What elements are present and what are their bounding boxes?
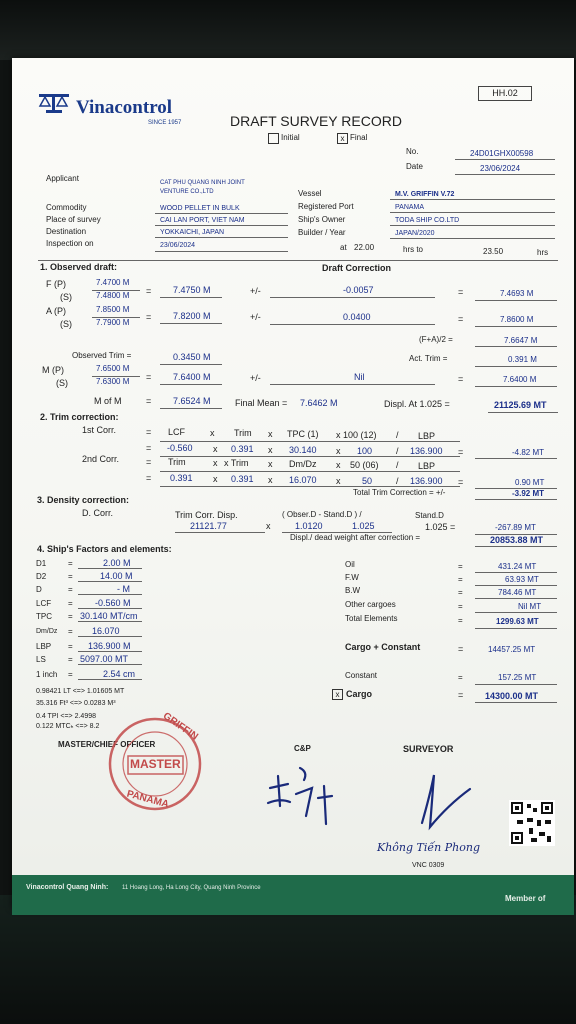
as-label: (S) [60, 319, 72, 329]
cnp-signature [260, 758, 340, 830]
eq-sign: = [146, 312, 152, 322]
brand-since: SINCE 1957 [148, 120, 182, 126]
fw-label: F.W [345, 573, 359, 582]
total-elements-label: Total Elements [345, 614, 398, 623]
actual-trim-value: 0.391 M [508, 355, 537, 364]
constant-label: Constant [345, 671, 378, 680]
dmdz-value: 16.070 [92, 626, 120, 636]
builder-label: Builder / Year [298, 228, 346, 237]
final-checkbox: x [337, 133, 348, 144]
cnp-label: C&P [294, 744, 311, 753]
hdr2-dmdz: Dm/Dz [289, 459, 317, 469]
slash: / [396, 476, 399, 486]
at-value: 22.00 [354, 243, 375, 252]
fore-correction: -0.0057 [343, 285, 374, 295]
total-elements-value: 1299.63 MT [496, 617, 539, 626]
eq-sign: = [68, 670, 73, 679]
hdr2-lbp: LBP [418, 461, 436, 471]
eq-sign: = [458, 287, 464, 297]
logo-icon [36, 92, 72, 114]
trim-corr-disp-label: Trim Corr. Disp. [175, 510, 238, 520]
other-cargoes-label: Other cargoes [345, 600, 396, 609]
times: x [213, 458, 218, 468]
eq-sign: = [458, 477, 464, 487]
cargo-constant-label: Cargo + Constant [345, 642, 421, 652]
eq-sign: = [146, 427, 152, 437]
vessel-value: M.V. GRIFFIN V.72 [395, 191, 455, 198]
cargo-checkbox: x [332, 689, 343, 700]
mid-result: 7.6400 M [503, 375, 537, 384]
mom-label: M of M [94, 396, 122, 406]
conversion-tpi: 0.4 TPI <=> 2.4998 [36, 713, 97, 720]
displ-after-value: 20853.88 MT [490, 535, 544, 545]
lbp-value: 136.900 M [88, 641, 131, 651]
owner-label: Ship's Owner [298, 215, 346, 224]
times: x [268, 429, 273, 439]
inch-value: 2.54 cm [103, 669, 136, 679]
fa2-value: 7.6647 M [504, 336, 538, 345]
date-value: 23/06/2024 [480, 164, 521, 173]
eq-sign: = [68, 585, 73, 594]
mom-value: 7.6524 M [173, 396, 211, 406]
observed-trim-label: Observed Trim = [72, 351, 132, 360]
fs-value: 7.4800 M [96, 291, 130, 300]
stamp-ship-text: GRIFFIN [160, 710, 200, 743]
regport-value: PANAMA [395, 204, 425, 211]
r1-trim: 0.391 [231, 444, 254, 454]
eq-sign: = [458, 562, 463, 571]
times: x [336, 446, 341, 456]
applicant-label: Applicant [46, 174, 79, 183]
r1-lcf: -0.560 [167, 443, 193, 453]
times: x [213, 474, 218, 484]
cargo-label: Cargo [346, 689, 373, 699]
bw-label: B.W [345, 586, 361, 595]
stamp-master-text: MASTER [130, 757, 181, 771]
footer-address: 11 Hoang Long, Ha Long City, Quang Ninh Province [122, 885, 261, 891]
eq-sign: = [68, 612, 73, 621]
eq-sign: = [146, 473, 152, 483]
stamp-country-text: PANAMA [125, 788, 170, 811]
r2-50: 50 [362, 476, 373, 486]
d-value: - M [117, 584, 130, 594]
commodity-label: Commodity [46, 203, 87, 212]
conversion-mtc: 0.122 MTCₕ <=> 8.2 [36, 723, 100, 730]
fore-result: 7.4693 M [500, 289, 534, 298]
ms-label: (S) [56, 378, 68, 388]
draft-correction-title: Draft Correction [322, 263, 392, 273]
eq-sign: = [146, 286, 152, 296]
d2-value: 14.00 M [100, 571, 133, 581]
eq-sign: = [68, 642, 73, 651]
ap-value: 7.8500 M [96, 305, 130, 314]
r2-trim2: 0.391 [231, 474, 254, 484]
master-label: MASTER/CHIEF OFFICER [58, 740, 156, 749]
hdr2-50: 50 (06) [350, 460, 379, 470]
cargo-constant-value: 14457.25 MT [488, 645, 536, 654]
fa2-label: (F+A)/2 = [419, 335, 453, 344]
times: x [266, 521, 271, 531]
final-mean-value: 7.6462 M [300, 398, 338, 408]
fp-label: F (P) [46, 279, 66, 289]
lbp-label: LBP [36, 642, 52, 651]
aft-correction: 0.0400 [343, 312, 371, 322]
trim-corr-disp-value: 21121.77 [190, 521, 227, 531]
pm-sign: +/- [250, 373, 261, 383]
d1-value: 2.00 M [103, 558, 131, 568]
builder-value: JAPAN/2020 [395, 230, 435, 237]
eq-sign: = [458, 575, 463, 584]
standard-density: 1.025 [352, 521, 375, 531]
place-label: Place of survey [46, 215, 101, 224]
section-2-title: 2. Trim correction: [40, 412, 119, 422]
tpc-value: 30.140 MT/cm [80, 611, 138, 621]
density-corr-label: D. Corr. [82, 508, 114, 518]
times: x [268, 459, 273, 469]
total-trim-value: -3.92 MT [512, 489, 545, 498]
d2-label: D2 [36, 572, 47, 581]
inspection-label: Inspection on [46, 239, 94, 248]
final-mean-label: Final Mean = [235, 398, 288, 408]
fp-value: 7.4700 M [96, 278, 130, 287]
inspection-value: 23/06/2024 [160, 242, 196, 249]
dmdz-label: Dm/Dz [36, 628, 58, 635]
r2-dmdz: 16.070 [289, 475, 317, 485]
lcf-label: LCF [36, 599, 52, 608]
hdr-x100: x 100 (12) [336, 430, 377, 440]
eq-sign: = [458, 374, 464, 384]
destination-label: Destination [46, 227, 87, 236]
footer-company: Vinacontrol Quang Ninh: [26, 884, 109, 891]
section-4-title: 4. Ship's Factors and elements: [37, 544, 172, 554]
eq-sign: = [68, 655, 73, 664]
slash: / [396, 430, 399, 440]
eq-sign: = [458, 690, 464, 700]
density-result: -267.89 MT [495, 523, 536, 532]
r1-lbp: 136.900 [410, 446, 443, 456]
oil-label: Oil [345, 560, 355, 569]
other-cargoes-value: Nil MT [518, 602, 542, 611]
footer-member: Member of [505, 894, 546, 903]
total-trim-label: Total Trim Correction = +/- [353, 488, 446, 497]
mp-value: 7.6500 M [96, 364, 130, 373]
regport-label: Registered Port [298, 202, 354, 211]
pm-sign: +/- [250, 312, 261, 322]
second-corr-label: 2nd Corr. [82, 454, 120, 464]
initial-checkbox [268, 133, 279, 144]
cargo-value: 14300.00 MT [485, 691, 539, 701]
hdr2-trim2: x Trim [224, 458, 249, 468]
displacement-label: Displ. At 1.025 = [384, 399, 450, 409]
section-1-title: 1. Observed draft: [40, 262, 118, 272]
section-3-title: 3. Density correction: [37, 495, 130, 505]
r1-result: -4.82 MT [512, 448, 545, 457]
qr-code-icon [509, 800, 555, 846]
standard-density-divisor: 1.025 = [425, 522, 456, 532]
surveyor-name: Không Tiến Phong [377, 841, 480, 854]
tpc-label: TPC [36, 612, 52, 621]
times: x [336, 460, 341, 470]
r1-100: 100 [357, 446, 373, 456]
hdr-trim: Trim [234, 428, 252, 438]
surveyor-code: VNC 0309 [412, 862, 445, 869]
bw-value: 784.46 MT [498, 588, 537, 597]
times: x [268, 445, 273, 455]
std-d-header: Stand.D [415, 511, 444, 520]
lcf-value: -0.560 M [95, 598, 131, 608]
eq-sign: = [458, 602, 463, 611]
eq-sign: = [458, 588, 463, 597]
footer-band [12, 875, 574, 915]
hdr-tpc: TPC (1) [287, 429, 319, 439]
page-title: DRAFT SURVEY RECORD [230, 113, 402, 129]
eq-sign: = [146, 372, 152, 382]
ls-label: LS [36, 655, 46, 664]
commodity-value: WOOD PELLET IN BULK [160, 205, 240, 212]
eq-sign: = [458, 314, 464, 324]
final-label: Final [350, 133, 368, 142]
eq-sign: = [458, 644, 464, 654]
surveyor-signature [400, 765, 480, 835]
r2-lbp: 136.900 [410, 476, 443, 486]
eq-sign: = [146, 443, 152, 453]
first-corr-label: 1st Corr. [82, 425, 117, 435]
displacement-value: 21125.69 MT [494, 400, 547, 410]
r1-tpc: 30.140 [289, 445, 317, 455]
oil-value: 431.24 MT [498, 562, 537, 571]
hdr-lcf: LCF [168, 427, 186, 437]
hrs-to-label: hrs to [403, 245, 424, 254]
slash: / [396, 460, 399, 470]
times: x [213, 444, 218, 454]
times: x [336, 476, 341, 486]
r2-result: 0.90 MT [515, 478, 545, 487]
d-label: D [36, 585, 42, 594]
fore-mean: 7.4750 M [173, 285, 211, 295]
brand-name: Vinacontrol [76, 97, 173, 118]
r2-trim: 0.391 [170, 473, 193, 483]
ms-value: 7.6300 M [96, 377, 130, 386]
destination-value: YOKKAICHI, JAPAN [160, 229, 225, 236]
inch-label: 1 inch [36, 670, 58, 679]
photo-background-top [0, 0, 576, 60]
initial-label: Initial [281, 133, 300, 142]
at-label: at [340, 243, 347, 252]
eq-sign: = [68, 599, 73, 608]
aft-result: 7.8600 M [500, 315, 534, 324]
obs-d-header: ( Obser.D - Stand.D ) / [282, 510, 362, 519]
observed-trim-value: 0.3450 M [173, 352, 211, 362]
eq-sign: = [68, 559, 73, 568]
owner-value: TODA SHIP CO.LTD [395, 217, 460, 224]
hrs-end-value: 23.50 [483, 247, 504, 256]
doc-code: HH.02 [478, 86, 532, 101]
conversion-ft3-m3: 35.316 Ft³ <=> 0.0283 M³ [36, 700, 116, 707]
mp-label: M (P) [42, 365, 64, 375]
slash: / [396, 446, 399, 456]
surveyor-label: SURVEYOR [403, 744, 454, 754]
date-label: Date [406, 162, 423, 171]
eq-sign: = [458, 673, 463, 682]
mid-mean: 7.6400 M [173, 372, 211, 382]
ls-value: 5097.00 MT [80, 654, 129, 664]
d1-label: D1 [36, 559, 47, 568]
mid-correction: Nil [354, 372, 365, 382]
ap-label: A (P) [46, 306, 67, 316]
place-value: CAI LAN PORT, VIET NAM [160, 217, 245, 224]
times: x [268, 475, 273, 485]
no-value: 24D01GHX00598 [470, 149, 534, 158]
eq-sign: = [68, 572, 73, 581]
fw-value: 63.93 MT [505, 575, 539, 584]
aft-mean: 7.8200 M [173, 311, 211, 321]
eq-sign: = [146, 396, 152, 406]
fs-label: (S) [60, 292, 72, 302]
pm-sign: +/- [250, 286, 261, 296]
conversion-lt-mt: 0.98421 LT <=> 1.01605 MT [36, 688, 125, 695]
vessel-label: Vessel [298, 189, 322, 198]
eq-sign: = [68, 627, 73, 636]
eq-sign: = [146, 457, 152, 467]
displ-after-label: Displ./ dead weight after correction = [290, 533, 421, 542]
eq-sign: = [458, 447, 464, 457]
constant-value: 157.25 MT [498, 673, 537, 682]
as-value: 7.7900 M [96, 318, 130, 327]
hdr2-trim: Trim [168, 457, 186, 467]
times: x [210, 428, 215, 438]
hrs-label: hrs [537, 248, 549, 257]
no-label: No. [406, 147, 419, 156]
hdr-lbp: LBP [418, 431, 436, 441]
applicant-value-2: VENTURE CO.,LTD [160, 189, 214, 195]
eq-sign: = [458, 616, 463, 625]
applicant-value-1: CAT PHU QUANG NINH JOINT [160, 180, 245, 186]
actual-trim-label: Act. Trim = [409, 354, 448, 363]
observed-density: 1.0120 [295, 521, 323, 531]
